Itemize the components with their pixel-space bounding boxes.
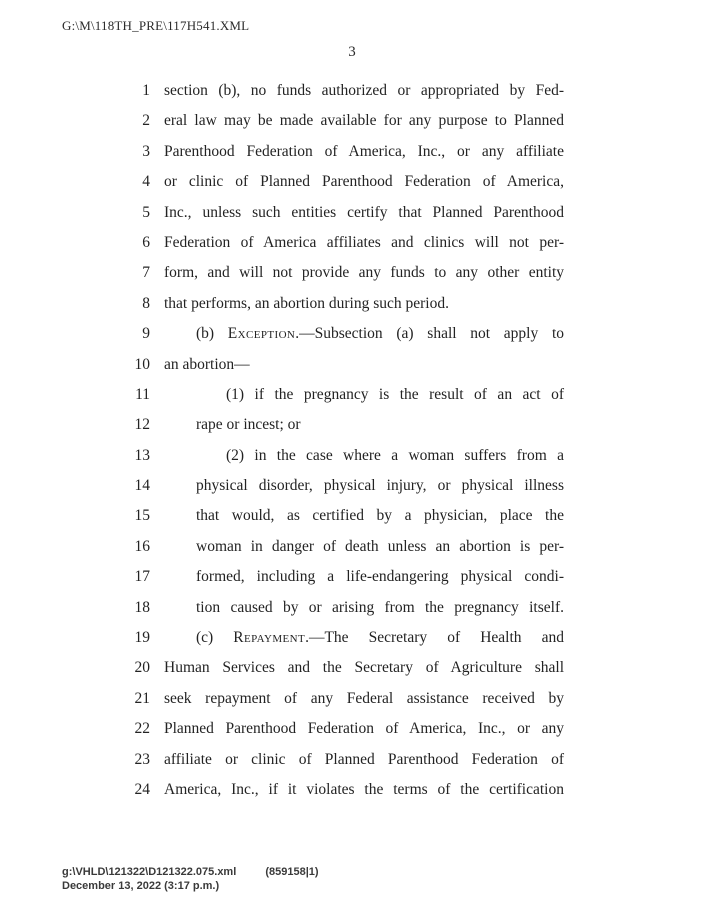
line-number: 14 — [134, 477, 150, 495]
line-number: 13 — [134, 446, 150, 464]
line-text: tion caused by or arising from the pregnancy itself. — [196, 598, 564, 616]
bill-line — [112, 446, 564, 476]
line-text: Human Services and the Secretary of Agriculture shall — [164, 659, 564, 677]
line-text: (c) Repayment.—The Secretary of Health and — [196, 629, 564, 647]
line-number: 3 — [142, 142, 150, 160]
line-text: physical disorder, physical injury, or physical illness — [196, 477, 564, 495]
header-file-path: G:\M\118TH_PRE\117H541.XML — [62, 18, 250, 33]
bill-line — [112, 598, 564, 628]
bill-line — [112, 81, 564, 111]
line-text: seek repayment of any Federal assistance received by — [164, 689, 564, 707]
bill-lines — [112, 81, 564, 810]
line-text: Planned Parenthood Federation of America, Inc., or any — [164, 720, 564, 738]
bill-line — [112, 355, 564, 385]
bill-line — [112, 658, 564, 688]
bill-line — [112, 203, 564, 233]
line-number: 12 — [134, 416, 150, 434]
line-number: 7 — [142, 264, 150, 282]
bill-line — [112, 233, 564, 263]
bill-line — [112, 263, 564, 293]
bill-line — [112, 780, 564, 810]
bill-line — [112, 506, 564, 536]
bill-line — [112, 476, 564, 506]
line-text: (2) in the case where a woman suffers from a — [226, 446, 564, 464]
footer-doc-id: (859158|1) — [265, 866, 319, 878]
line-number: 4 — [142, 173, 150, 191]
bill-line — [112, 689, 564, 719]
line-text: rape or incest; or — [196, 416, 301, 434]
line-number: 1 — [142, 82, 150, 99]
line-number: 5 — [142, 203, 150, 221]
line-number: 10 — [134, 355, 150, 373]
bill-line — [112, 750, 564, 780]
bill-line — [112, 537, 564, 567]
line-text: (b) Exception.—Subsection (a) shall not apply to — [196, 325, 564, 343]
line-number: 21 — [134, 689, 150, 707]
line-text: that performs, an abortion during such period. — [164, 294, 449, 312]
line-text: form, and will not provide any funds to any other entity — [164, 264, 564, 282]
page-number: 3 — [348, 44, 356, 60]
footer-file-path: g:\VHLD\121322\D121322.075.xml — [62, 866, 237, 878]
bill-line — [112, 567, 564, 597]
line-text: section (b), no funds authorized or appropriated by Fed- — [164, 82, 564, 99]
line-text: (1) if the pregnancy is the result of an act of — [226, 385, 564, 403]
bill-line — [112, 111, 564, 141]
line-number: 2 — [142, 112, 150, 130]
bill-line — [112, 142, 564, 172]
line-text: eral law may be made available for any purpose to Planned — [164, 112, 564, 130]
line-number: 23 — [134, 750, 150, 768]
line-number: 19 — [134, 629, 150, 647]
line-number: 18 — [134, 598, 150, 616]
bill-line — [112, 324, 564, 354]
line-text: affiliate or clinic of Planned Parenthood Federation of — [164, 750, 564, 768]
line-text: that would, as certified by a physician, place the — [196, 507, 564, 525]
line-text: or clinic of Planned Parenthood Federation of America, — [164, 173, 564, 191]
line-text: formed, including a life-endangering physical condi- — [196, 568, 564, 586]
line-number: 15 — [134, 507, 150, 525]
line-number: 16 — [134, 537, 150, 555]
line-text: Federation of America affiliates and clinics will not per- — [164, 233, 564, 251]
line-number: 8 — [142, 294, 150, 312]
bill-line — [112, 172, 564, 202]
footer-date: December 13, 2022 (3:17 p.m.) — [62, 880, 220, 892]
line-text: woman in danger of death unless an abortion is per- — [196, 537, 564, 555]
line-number: 6 — [142, 233, 150, 251]
line-number: 22 — [134, 720, 150, 738]
line-number: 20 — [134, 659, 150, 677]
bill-line — [112, 719, 564, 749]
line-number: 17 — [134, 568, 150, 586]
bill-line — [112, 385, 564, 415]
line-number: 24 — [134, 780, 150, 798]
footer — [62, 865, 319, 893]
line-text: America, Inc., if it violates the terms of the certification — [164, 780, 564, 798]
line-text: Parenthood Federation of America, Inc., or any affiliate — [164, 142, 564, 160]
bill-line — [112, 415, 564, 445]
line-number: 11 — [135, 385, 150, 403]
line-number: 9 — [142, 325, 150, 343]
footer-line-1 — [62, 865, 319, 879]
bill-line — [112, 628, 564, 658]
line-text: an abortion— — [164, 355, 250, 373]
bill-line — [112, 294, 564, 324]
line-text: Inc., unless such entities certify that Planned Parenthood — [164, 203, 564, 221]
